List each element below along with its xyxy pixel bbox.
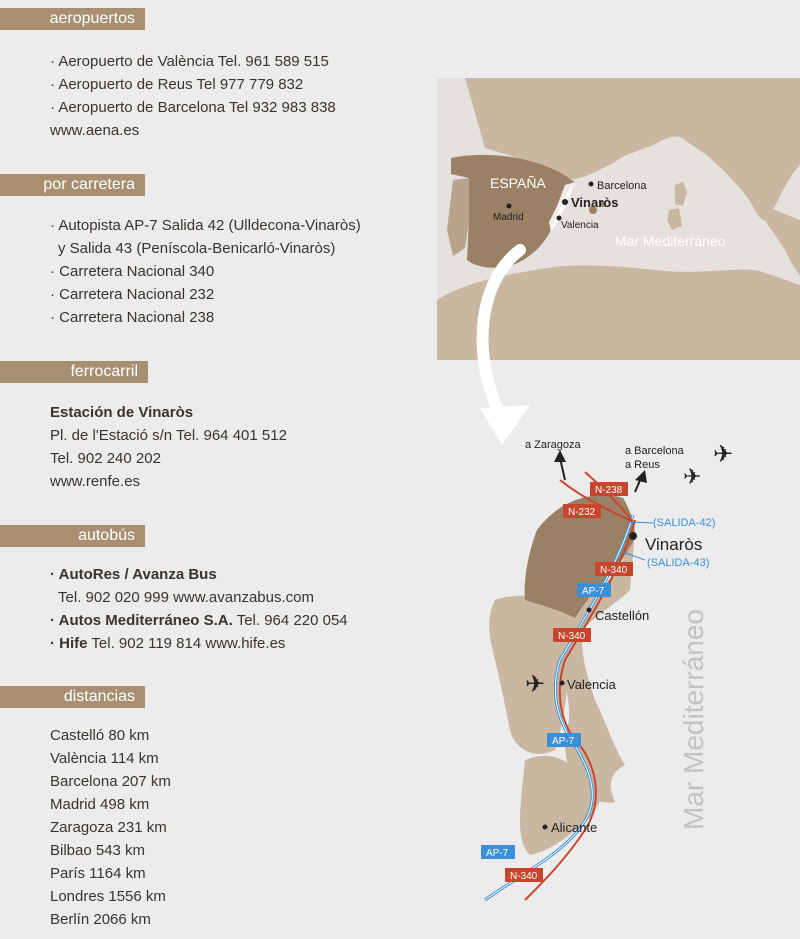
destination-label: a Reus (625, 459, 660, 471)
arrow-path (483, 250, 520, 415)
distance-list (50, 724, 171, 931)
link[interactable]: www.aena.es (50, 122, 140, 139)
city-dot (629, 532, 637, 540)
highway-badge-label: AP-7 (552, 736, 575, 747)
arrow-head-icon (635, 470, 647, 483)
bus-list (50, 563, 348, 655)
section-aeropuertos (0, 8, 420, 148)
section-title: por carretera (0, 174, 145, 196)
destination-label: a Zaragoza (525, 439, 581, 451)
road-badge-label: N-232 (568, 507, 596, 518)
city-dot (543, 825, 548, 830)
city-dot (562, 199, 568, 205)
section-autobus (0, 525, 420, 665)
detail-map (465, 430, 800, 935)
company-detail: Tel. 902 020 999 www.avanzabus.com (58, 589, 314, 606)
region-land (520, 748, 613, 855)
company-name: · AutoRes / Avanza Bus (50, 566, 217, 583)
list-item: Bilbao 543 km (50, 842, 146, 859)
city-label: Valencia (567, 677, 616, 692)
company-name: · Autos Mediterráneo S.A. (50, 612, 233, 629)
section-carretera (0, 174, 420, 334)
city-label: Alicante (551, 820, 598, 835)
exit-label: (SALIDA-43) (647, 557, 710, 569)
list-item: · Carretera Nacional 340 (50, 263, 215, 280)
road-list (50, 214, 361, 329)
link[interactable]: www.renfe.es (50, 473, 141, 490)
station-name: Estación de Vinaròs (50, 404, 194, 421)
road-badge-label: N-340 (510, 871, 538, 882)
list-item: · Autopista AP-7 Salida 42 (Ulldecona-Vinaròs) (50, 217, 361, 234)
road-badge-label: N-340 (558, 631, 586, 642)
section-title: autobús (0, 525, 145, 547)
section-title: ferrocarril (0, 361, 148, 383)
section-title: distancias (0, 686, 145, 708)
list-item (50, 609, 348, 632)
list-item: Madrid 498 km (50, 796, 150, 813)
arrow-head-icon (554, 450, 566, 462)
city-label: Vinaròs (571, 195, 619, 210)
list-item: · Carretera Nacional 232 (50, 286, 215, 303)
list-item: y Salida 43 (Peníscola-Benicarló-Vinaròs) (58, 240, 336, 257)
city-label: Vinaròs (645, 535, 703, 554)
plane-icon: ✈ (525, 671, 546, 698)
exit-label: (SALIDA-42) (653, 517, 716, 529)
list-item: · Aeropuerto de Reus Tel 977 779 832 (50, 76, 304, 93)
road-badge-label: N-340 (600, 565, 628, 576)
country-label: ESPAÑA (490, 175, 546, 191)
list-item: · Aeropuerto de València Tel. 961 589 515 (50, 53, 329, 70)
list-item (50, 632, 348, 655)
list-item: Castelló 80 km (50, 727, 150, 744)
company-name: · Hife (50, 635, 88, 652)
list-item: · Carretera Nacional 238 (50, 309, 215, 326)
plane-icon: ✈ (713, 441, 734, 468)
destination-label: a Barcelona (625, 445, 684, 457)
section-ferrocarril (0, 361, 420, 491)
section-title: aeropuertos (0, 8, 145, 30)
list-item (50, 563, 348, 586)
city-label: Barcelona (597, 180, 647, 192)
section-distancias (0, 686, 420, 936)
city-label: Madrid (493, 212, 524, 223)
highway-badge-label: AP-7 (582, 586, 605, 597)
list-item: València 114 km (50, 750, 159, 767)
list-item: Barcelona 207 km (50, 773, 171, 790)
list-item: Berlín 2066 km (50, 911, 151, 928)
list-item: · Aeropuerto de Barcelona Tel 932 983 838 (50, 99, 336, 116)
city-label: Valencia (561, 220, 599, 231)
list-item: Londres 1556 km (50, 888, 166, 905)
city-dot (587, 608, 592, 613)
city-label: Castellón (595, 608, 650, 623)
sea-label: Mar Mediterráneo (615, 233, 726, 249)
city-dot (507, 204, 512, 209)
airport-list (50, 50, 336, 142)
connector-arrow (460, 240, 550, 450)
road-badge-label: N-238 (595, 485, 623, 496)
list-item (50, 586, 348, 609)
list-item: París 1164 km (50, 865, 146, 882)
highway-badge-label: AP-7 (486, 848, 509, 859)
plane-icon: ✈ (683, 464, 702, 489)
company-detail: Tel. 964 220 054 (232, 612, 348, 629)
list-item: Pl. de l'Estació s/n Tel. 964 401 512 (50, 427, 287, 444)
list-item: Tel. 902 240 202 (50, 450, 161, 467)
list-item: Zaragoza 231 km (50, 819, 167, 836)
company-detail: Tel. 902 119 814 www.hife.es (87, 635, 286, 652)
sea-label: Mar Mediterráneo (678, 609, 709, 830)
city-dot (589, 182, 594, 187)
rail-list (50, 401, 287, 493)
city-dot (560, 681, 565, 686)
